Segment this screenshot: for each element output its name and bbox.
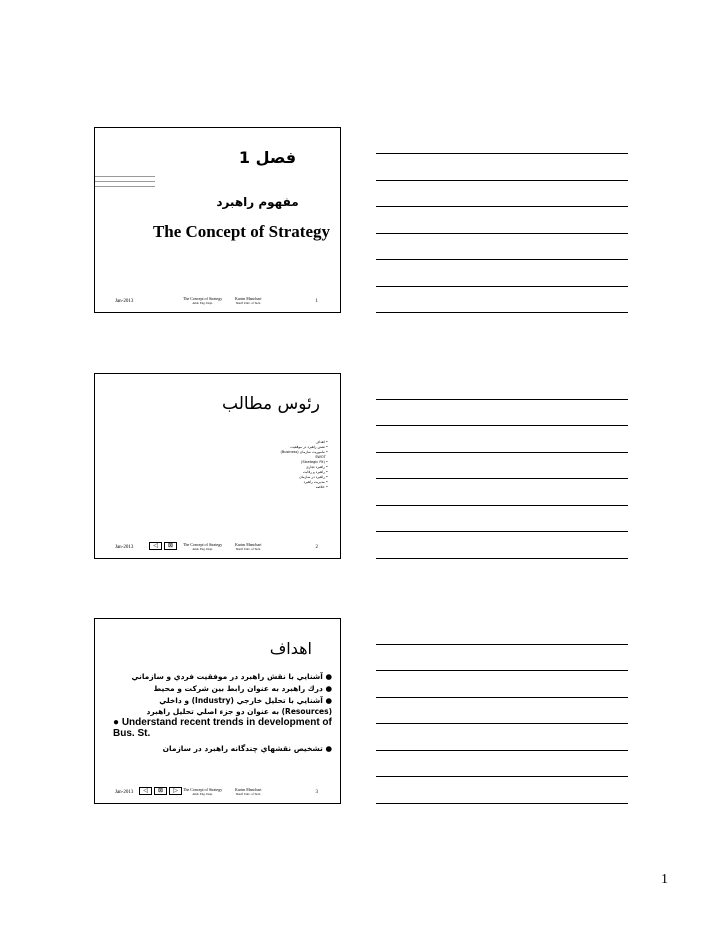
list-item: ● تشخيص نقشهاي چندگانه راهبرد در سازمان: [162, 744, 332, 753]
slide-3: [94, 618, 341, 804]
menu-icon[interactable]: ⊠: [154, 787, 167, 795]
page-number: 1: [661, 872, 668, 887]
next-icon[interactable]: ▷: [169, 787, 182, 795]
slide-number: 3: [315, 790, 318, 795]
nav-controls: [139, 787, 182, 795]
slide-footer: [95, 536, 340, 558]
title-en: The Concept of Strategy: [152, 222, 330, 241]
footer-course: The Concept of Strategy Amir. Eng. Dept.: [183, 787, 223, 796]
list-item: • راهبرد و رقابت: [303, 470, 328, 474]
list-item: ● درك راهبرد به عنوان رابط بين شركت و محيط: [153, 684, 332, 693]
list-item: • راهبرد در سازمان: [299, 475, 328, 479]
list-item: • (Strategic Fit): [301, 460, 328, 464]
prev-icon[interactable]: ◁: [139, 787, 152, 795]
footer-course: The Concept of Strategy Amir. Eng. Dept.: [183, 296, 223, 305]
slide-2: [94, 373, 341, 559]
slide-decoration-lines: [95, 176, 155, 191]
prev-icon[interactable]: ◁: [149, 542, 162, 550]
slide-1: [94, 127, 341, 313]
list-item: • راهبرد تجاری: [305, 465, 328, 469]
footer-date: Jan-2013: [115, 545, 134, 550]
slide-footer: [95, 781, 340, 803]
footer-date: Jan-2013: [115, 299, 134, 304]
slide-number: 1: [315, 299, 318, 304]
footer-author: Karim Manchari Sharif Univ. of Tech.: [235, 542, 262, 551]
outline-list: [208, 440, 328, 490]
footer-author: Karim Manchari Sharif Univ. of Tech.: [235, 787, 262, 796]
chapter-title: فصل 1: [238, 148, 297, 167]
goals-title: اهداف: [269, 639, 312, 658]
outline-title: رئوس مطالب: [222, 394, 320, 414]
nav-controls: [149, 542, 177, 550]
footer-course: The Concept of Strategy Amir. Eng. Dept.: [183, 542, 223, 551]
subtitle-fa: مفهوم راهبرد: [216, 195, 299, 209]
list-item: ● آشنايي با نقش راهبرد در موفقيت فردي و سازماني: [131, 672, 332, 681]
list-item: • اهداف: [315, 440, 328, 444]
list-item: SWOT: [315, 455, 326, 459]
list-item: • ماموریت سازمان (Business): [280, 450, 328, 454]
list-item: • خلاصه: [315, 485, 328, 489]
footer-date: Jan-2013: [115, 790, 134, 795]
slide-footer: [95, 290, 340, 312]
list-item: • مدیریت راهبرد: [303, 480, 328, 484]
footer-author: Karim Manchari Sharif Univ. of Tech.: [235, 296, 262, 305]
list-item: • نقش راهبرد در موفقیت: [290, 445, 328, 449]
menu-icon[interactable]: ⊠: [164, 542, 177, 550]
slide-number: 2: [315, 545, 318, 550]
goals-list: [107, 671, 332, 755]
list-item: ● آشنايي با تحليل خارجي (Industry) و داخلي (Resources) به عنوان دو جزء اصلي تحليل راهبرد: [146, 696, 332, 716]
list-item: ● Understand recent trends in development of Bus. St.: [113, 717, 332, 739]
